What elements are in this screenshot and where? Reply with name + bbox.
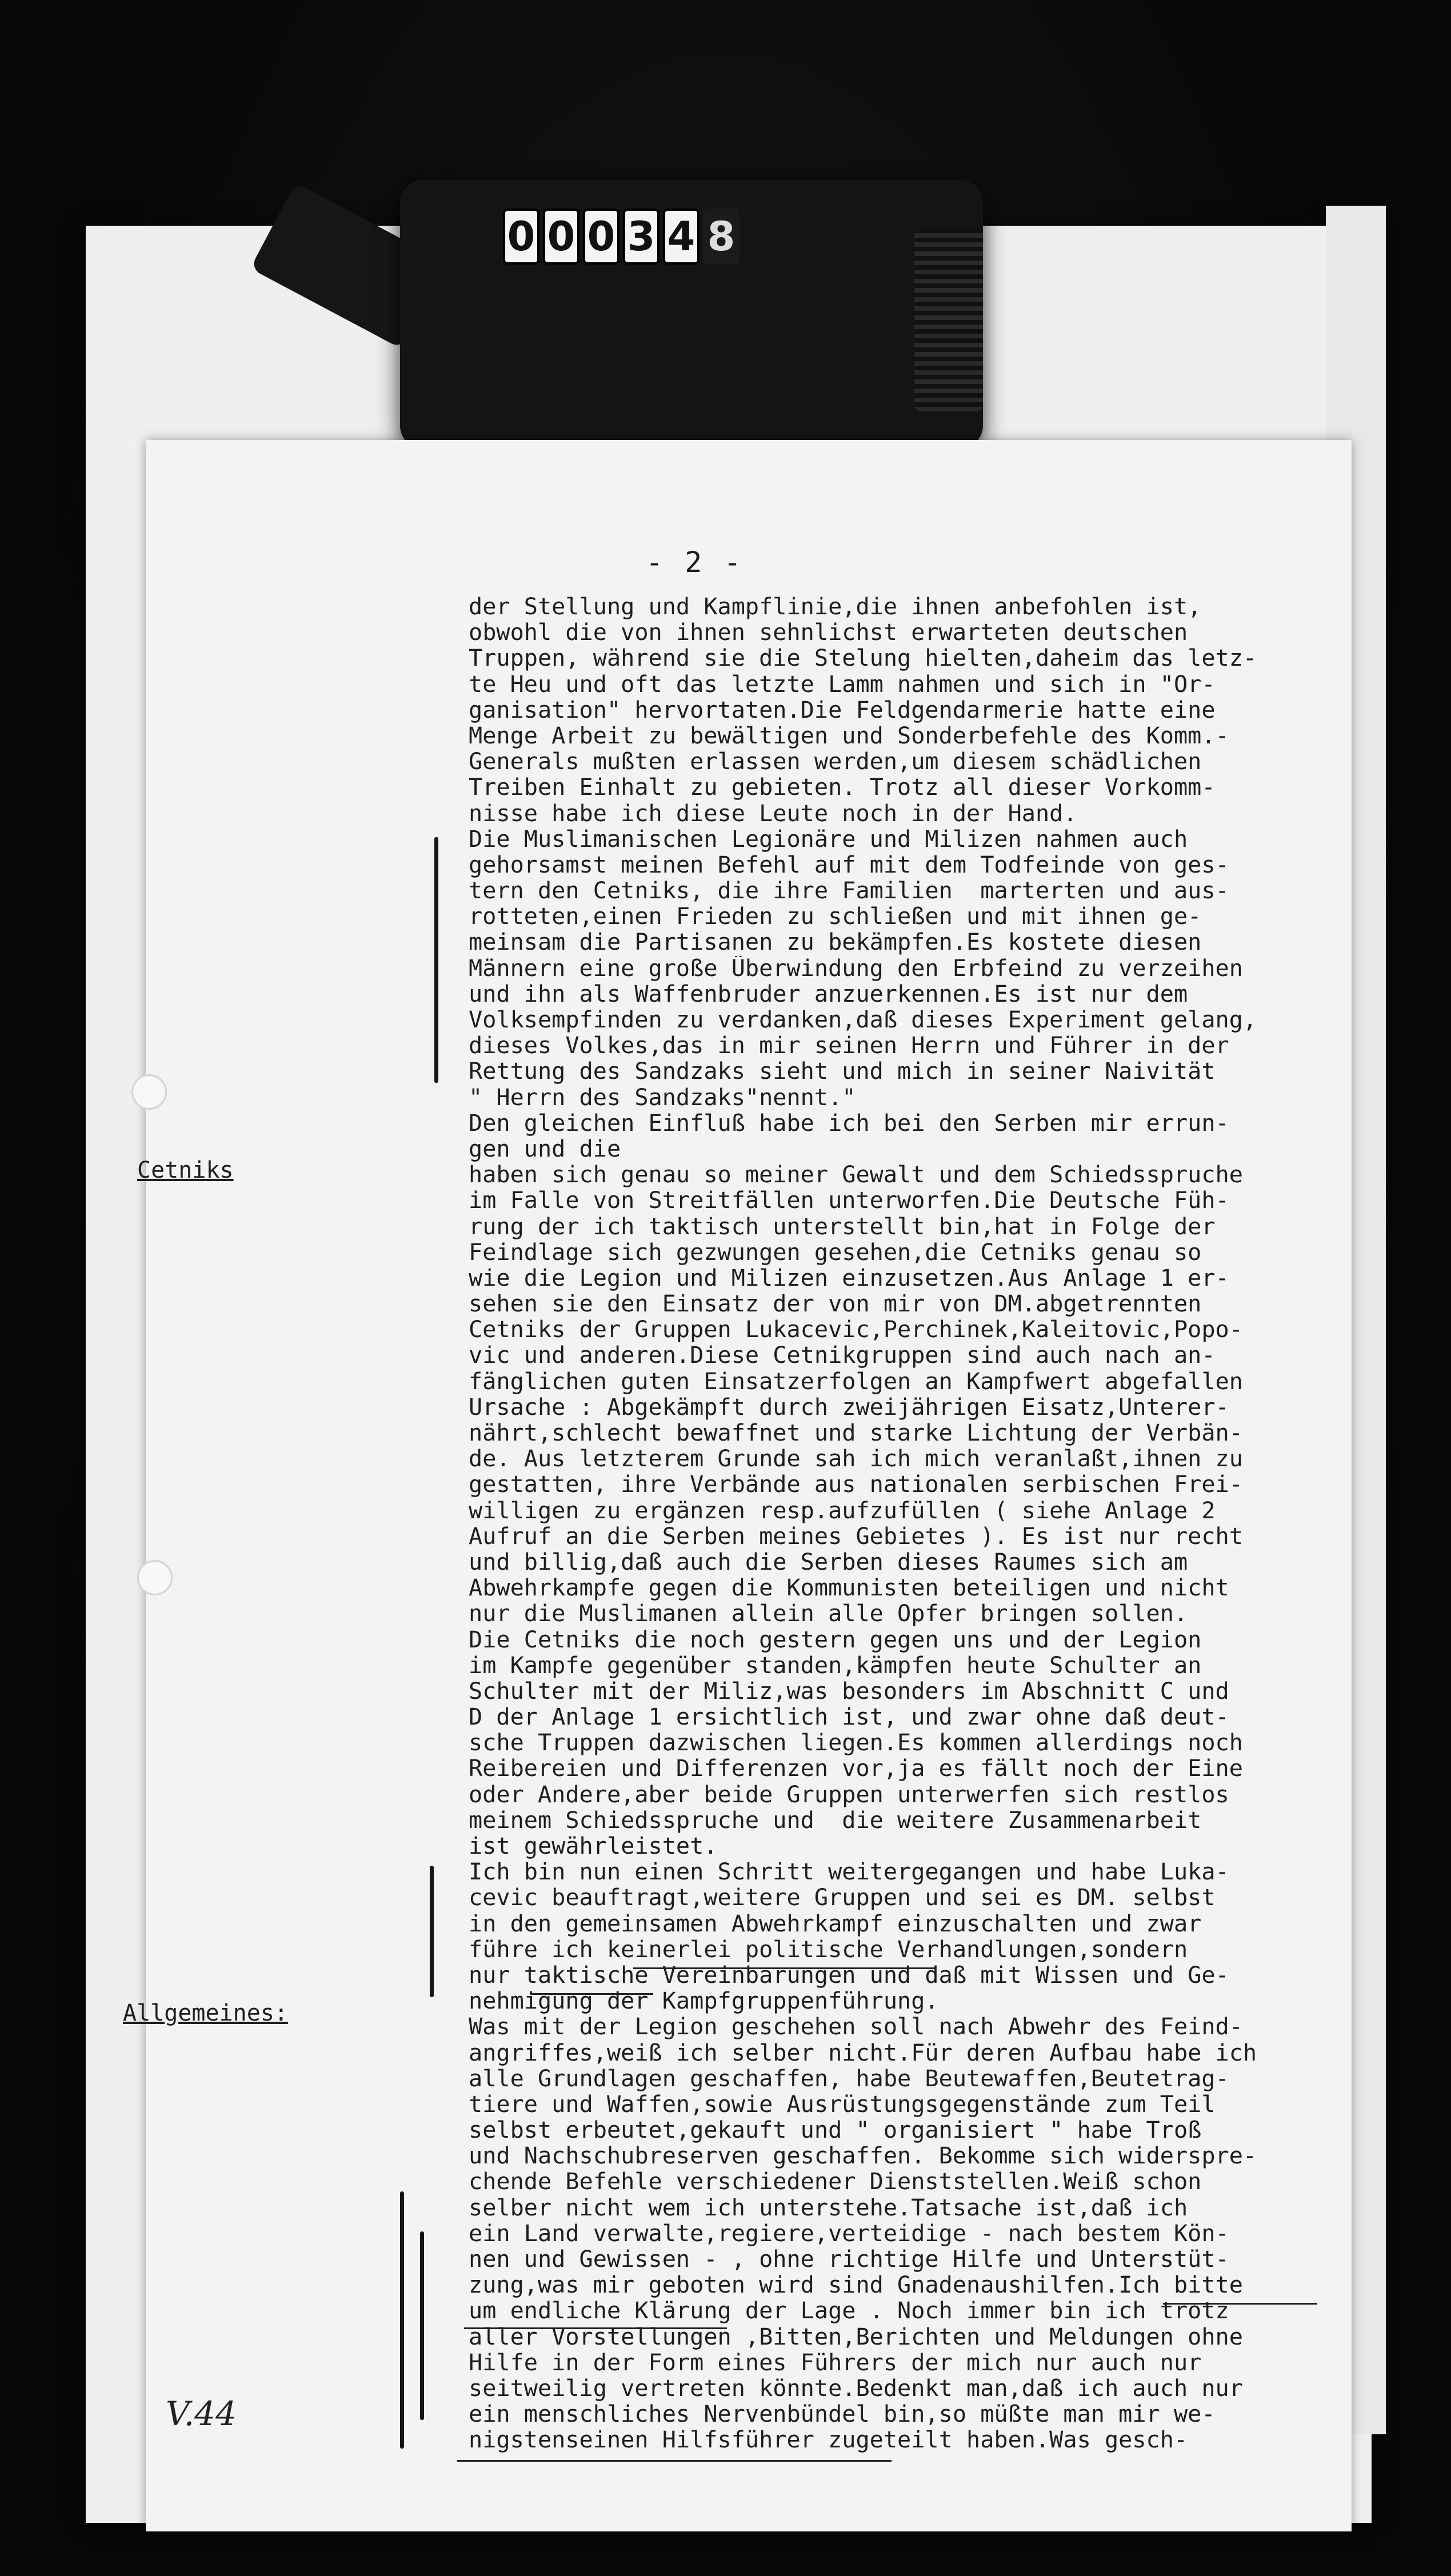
text-line: willigen zu ergänzen resp.aufzufüllen ( siehe Anlage 2 [469,1498,1216,1524]
text-line: nisse habe ich diese Leute noch in der Hand. [469,801,1077,827]
text-line: tiere und Waffen,sowie Ausrüstungsgegenstände zum Teil [469,2091,1216,2118]
typed-body-text [469,594,1349,2454]
text-line: Rettung des Sandzaks sieht und mich in seiner Naivität [469,1059,1216,1085]
text-line: Den gleichen Einfluß habe ich bei den Serben mir errun- [469,1110,1229,1137]
text-line: te Heu und oft das letzte Lamm nahmen und sich in "Or- [469,671,1216,698]
text-line: Generals mußten erlassen werden,um diesem schädlichen [469,749,1202,775]
text-line: vic und anderen.Diese Cetnikgruppen sind auch nach an- [469,1343,1216,1369]
text-line: im Kampfe gegenüber standen,kämpfen heute Schulter an [469,1653,1202,1679]
text-line: meinsam die Partisanen zu bekämpfen.Es kostete diesen [469,930,1202,956]
counter-digit: 0 [503,209,539,265]
text-line: oder Andere,aber beide Gruppen unterwerfen sich restlos [469,1782,1229,1808]
margin-bracket-mark [434,837,438,1083]
text-line: obwohl die von ihnen sehnlichst erwarteten deutschen [469,620,1188,646]
text-line: und ihn als Waffenbruder anzuerkennen.Es ist nur dem [469,981,1188,1007]
counter-digit: 3 [623,209,659,265]
text-line: sche Truppen dazwischen liegen.Es kommen allerdings noch [469,1730,1243,1757]
text-line: nen und Gewissen - , ohne richtige Hilfe und Unterstüt- [469,2247,1229,2273]
text-line: haben sich genau so meiner Gewalt und dem Schiedsspruche [469,1162,1243,1189]
text-line: gehorsamst meinen Befehl auf mit dem Todfeinde von ges- [469,852,1229,878]
text-line: ist gewährleistet. [469,1834,718,1859]
text-line: Treiben Einhalt zu gebieten. Trotz all dieser Vorkomm- [469,775,1216,801]
text-line: zung,was mir geboten wird sind Gnadenaushilfen.Ich bitte [469,2273,1243,2299]
text-line: Cetniks der Gruppen Lukacevic,Perchinek,Kaleitovic,Popo- [469,1317,1243,1343]
text-line: der Stellung und Kampflinie,die ihnen anbefohlen ist, [469,594,1202,620]
counter-digit: 4 [663,209,699,265]
text-line: alle Grundlagen geschaffen, habe Beutewaffen,Beutetrag- [469,2066,1229,2092]
punch-hole [137,1560,173,1595]
text-line: ganisation" hervortaten.Die Feldgendarmerie hatte eine [469,697,1216,723]
text-line: D der Anlage 1 ersichtlich ist, und zwar ohne daß deut- [469,1705,1229,1731]
punch-hole [131,1074,167,1110]
text-line: nehmigung der Kampfgruppenführung. [469,1989,939,2015]
text-line: Feindlage sich gezwungen gesehen,die Cetniks genau so [469,1239,1202,1266]
text-line: Was mit der Legion geschehen soll nach Abwehr des Feind- [469,2014,1243,2041]
text-line: Menge Arbeit zu bewältigen und Sonderbefehle des Komm.- [469,723,1229,749]
margin-bracket-mark [430,1866,434,1997]
text-line: in den gemeinsamen Abwehrkampf einzuschalten und zwar [469,1911,1202,1937]
text-line: Hilfe in der Form eines Führers der mich nur auch nur [469,2350,1202,2376]
text-line: nährt,schlecht bewaffnet und starke Lichtung der Verbän- [469,1421,1243,1446]
text-line: nigstenseinen Hilfsführer zugeteilt haben.Was gesch- [469,2427,1188,2454]
text-line: rotteten,einen Frieden zu schließen und mit ihnen ge- [469,904,1202,930]
text-line: fänglichen guten Einsatzerfolgen an Kampfwert abgefallen [469,1369,1243,1395]
text-line: Volksempfinden zu verdanken,daß dieses Experiment gelang, [469,1007,1257,1033]
text-line: nur die Muslimanen allein alle Opfer bringen sollen. [469,1601,1188,1627]
text-line: Die Cetniks die noch gestern gegen uns und der Legion [469,1627,1202,1653]
text-line: gen und die [469,1136,621,1162]
margin-label-allgemeines: Allgemeines: [123,2000,288,2026]
text-line: selbst erbeutet,gekauft und " organisiert " habe Troß [469,2118,1202,2144]
text-line: tern den Cetniks, die ihre Familien marterten und aus- [469,878,1229,905]
text-line: Ich bin nun einen Schritt weitergegangen und habe Luka- [469,1859,1229,1886]
text-line: Truppen, während sie die Stelung hielten,daheim das letz- [469,646,1257,672]
margin-bracket-mark [400,2191,404,2449]
text-line: um endliche Klärung der Lage . Noch immer bin ich trotz [469,2298,1229,2325]
text-line: sehen sie den Einsatz der von mir von DM.abgetrennten [469,1291,1202,1318]
text-line: Schulter mit der Miliz,was besonders im Abschnitt C und [469,1678,1229,1705]
counter-knob [914,229,983,411]
text-line: chende Befehle verschiedener Dienststellen.Weiß schon [469,2169,1202,2195]
text-line: ein Land verwalte,regiere,verteidige - nach bestem Kön- [469,2221,1229,2247]
counter-digit: 8 [703,209,740,265]
text-line: Reibereien und Differenzen vor,ja es fällt noch der Eine [469,1756,1243,1782]
text-line: rung der ich taktisch unterstellt bin,hat in Folge der [469,1214,1216,1240]
text-line: gestatten, ihre Verbände aus nationalen serbischen Frei- [469,1472,1243,1498]
text-line: de. Aus letzterem Grunde sah ich mich veranlaßt,ihnen zu [469,1446,1243,1473]
margin-bracket-mark [420,2231,424,2420]
text-line: wie die Legion und Milizen einzusetzen.Aus Anlage 1 er- [469,1265,1229,1291]
text-line: selber nicht wem ich unterstehe.Tatsache ist,daß ich [469,2195,1188,2221]
text-line: aller Vorstellungen ,Bitten,Berichten und Meldungen ohne [469,2324,1243,2350]
frame-counter-digits [503,209,740,265]
text-line: " Herrn des Sandzaks"nennt." [469,1085,856,1111]
text-line: im Falle von Streitfällen unterworfen.Die Deutsche Füh- [469,1188,1229,1214]
text-line: Die Muslimanischen Legionäre und Milizen nahmen auch [469,826,1188,853]
text-line: Abwehrkampfe gegen die Kommunisten beteiligen und nicht [469,1575,1229,1602]
text-line: dieses Volkes,das in mir seinen Herrn und Führer in der [469,1033,1229,1059]
typed-underline [457,2460,892,2462]
text-line: angriffes,weiß ich selber nicht.Für deren Aufbau habe ich [469,2040,1257,2066]
counter-digit: 0 [543,209,579,265]
text-line: Aufruf an die Serben meines Gebietes ). Es ist nur recht [469,1523,1243,1550]
text-line: und Nachschubreserven geschaffen. Bekomme sich widerspre- [469,2143,1257,2170]
text-line: nur taktische Vereinbarungen und daß mit Wissen und Ge- [469,1962,1229,1989]
text-line: cevic beauftragt,weitere Gruppen und sei es DM. selbst [469,1885,1216,1911]
handwritten-note: V.44 [166,2394,237,2433]
text-line: und billig,daß auch die Serben dieses Raumes sich am [469,1549,1188,1575]
counter-digit: 0 [583,209,619,265]
text-line: führe ich keinerlei politische Verhandlungen,sondern [469,1937,1188,1963]
text-line: meinem Schiedsspruche und die weitere Zusammenarbeit [469,1807,1202,1834]
text-line: Männern eine große Überwindung den Erbfeind zu verzeihen [469,955,1243,982]
text-line: ein menschliches Nervenbündel bin,so müßte man mir we- [469,2402,1216,2428]
page-number: - 2 - [646,546,744,579]
text-line: Ursache : Abgekämpft durch zweijährigen Eisatz,Unterer- [469,1394,1229,1421]
margin-label-cetniks: Cetniks [137,1157,234,1183]
text-line: seitweilig vertreten könnte.Bedenkt man,daß ich auch nur [469,2375,1243,2402]
